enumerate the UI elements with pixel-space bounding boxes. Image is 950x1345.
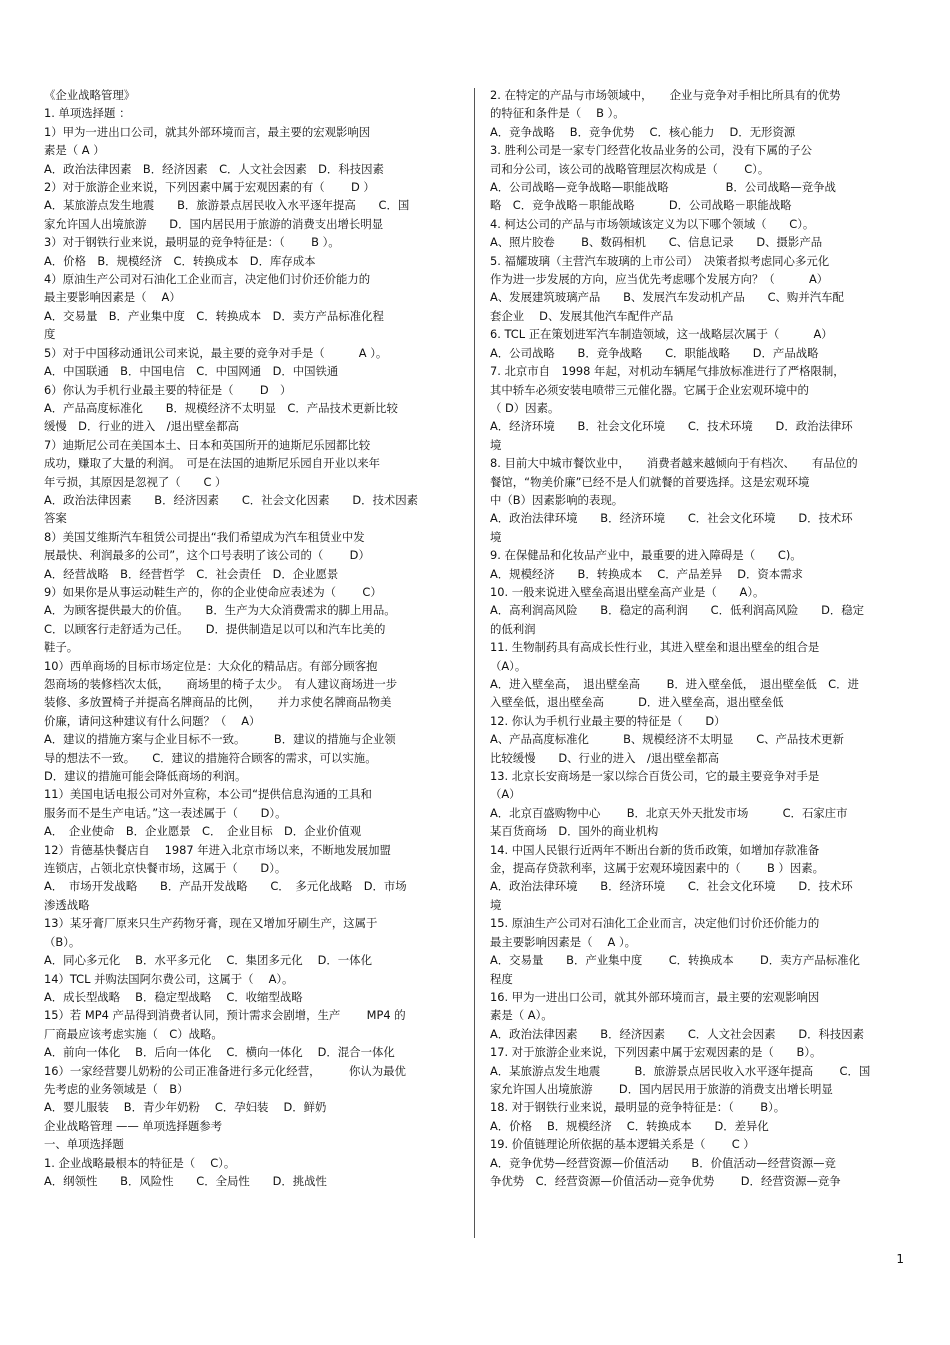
text-line: 境 — [490, 529, 502, 544]
text-line: 缓慢 D．行业的进入 /退出壁垒都高 — [44, 419, 239, 434]
text-line: A．进入壁垒高， 退出壁垒高 B．进入壁垒低， 退出壁垒低 C．进 — [490, 677, 859, 691]
text-line: （B）。 — [44, 934, 81, 949]
text-line: 境 — [490, 897, 502, 912]
text-line: A．规模经济 B．转换成本 C．产品差异 D．资本需求 — [490, 566, 803, 581]
text-line: 17. 对于旅游企业来说，下列因素中属于宏观因素的是（ B）。 — [490, 1045, 822, 1060]
text-line: 连锁店，占领北京快餐市场，这属于（ D）。 — [44, 861, 287, 876]
text-line: 10. 一般来说进入壁垒高退出壁垒高产业是（ A）。 — [490, 584, 765, 599]
text-line: A．价格 B．规模经济 C．转换成本 D．库存成本 — [44, 253, 316, 268]
text-line: 3）对于钢铁行业来说，最明显的竞争特征是：（ B ）。 — [44, 235, 340, 250]
text-line: 境 — [490, 437, 502, 452]
text-line: （ D）因素。 — [490, 400, 560, 415]
text-line: 9）如果你是从事运动鞋生产的，你的企业使命应表述为（ C） — [44, 584, 382, 599]
text-line: 比较缓慢 D、行业的进入 /退出壁垒都高 — [490, 750, 720, 765]
text-line: A．纲领性 B．风险性 C．全局性 D．挑战性 — [44, 1173, 327, 1188]
text-line: 16）一家经营婴儿奶粉的公司正准备进行多元化经营， 你认为最优 — [44, 1063, 406, 1078]
text-line: 作为进一步发展的方向，应当优先考虑哪个发展方向？（ A） — [490, 272, 829, 287]
column-divider — [474, 88, 475, 1238]
text-line: 12. 你认为手机行业最主要的特征是（ D） — [490, 713, 726, 728]
text-line: 素是（ A）。 — [490, 1008, 553, 1023]
text-line: 展最快、利润最多的公司”，这个口号表明了该公司的（ D） — [44, 548, 370, 563]
text-line: 19. 价值链理论所依据的基本逻辑关系是（ C ） — [490, 1137, 755, 1152]
text-line: A．同心多元化 B．水平多元化 C．集团多元化 D．一体化 — [44, 953, 372, 968]
right-column — [490, 86, 906, 1190]
text-line: 最主要影响因素是（ A ）。 — [490, 934, 637, 949]
text-line: 4）原油生产公司对石油化工企业而言，决定他们讨价还价能力的 — [44, 272, 371, 287]
text-line: 7. 北京市自 1998 年起，对机动车辆尾气排放标准进行了严格限制， — [490, 364, 845, 379]
text-line: 《企业战略管理》 — [44, 88, 136, 102]
text-line: C．以顾客行走舒适为己任。 D．提供制造足以可以和汽车比美的 — [44, 621, 386, 636]
text-line: 成功，赚取了大量的利润。 可是在法国的迪斯尼乐园自开业以来年 — [44, 456, 381, 471]
text-line: 14. 中国人民银行近两年不断出台新的货币政策，如增加存款准备 — [490, 842, 820, 857]
text-line: 企业战略管理 —— 单项选择题参考 — [44, 1118, 223, 1133]
text-line: 答案 — [44, 511, 67, 526]
text-line: 8）美国艾维斯汽车租赁公司提出“我们希望成为汽车租赁业中发 — [44, 529, 365, 544]
text-line: A．价格 B．规模经济 C．转换成本 D．差异化 — [490, 1118, 769, 1133]
text-line: A．交易量 B．产业集中度 C．转换成本 D．卖方产品标准化 — [490, 953, 860, 968]
text-line: 素是（ A ） — [44, 143, 105, 158]
text-line: 服务而不是生产电话。”这一表述属于（ D）。 — [44, 805, 287, 820]
text-line: 其中轿车必须安装电喷带三元催化器。它属于企业宏观环境中的 — [490, 382, 809, 397]
text-line: A．建议的措施方案与企业目标不一致。 B．建议的措施与企业领 — [44, 732, 396, 747]
text-line: 年亏损，其原因是忽视了（ C ） — [44, 474, 227, 489]
text-line: A．成长型战略 B．稳定型战略 C．收缩型战略 — [44, 989, 303, 1004]
text-line: D．建议的措施可能会降低商场的利润。 — [44, 769, 247, 784]
text-line: A．经营战略 B．经营哲学 C．社会责任 D．企业愿景 — [44, 566, 339, 581]
text-line: 度 — [44, 327, 56, 342]
text-line: A．经济环境 B．社会文化环境 C．技术环境 D．政治法律环 — [490, 419, 853, 434]
text-line: A．某旅游点发生地震 B．旅游景点居民收入水平逐年提高 C．国 — [490, 1063, 871, 1078]
text-line: A．政治法律因素 B．经济因素 C．人文社会因素 D．科技因素 — [490, 1026, 865, 1041]
text-line: 8. 目前大中城市餐饮业中， 消费者越来越倾向于有档次、 有品位的 — [490, 456, 858, 471]
text-line: 1）甲为一进出口公司，就其外部环境而言，最主要的宏观影响因 — [44, 124, 371, 139]
text-line: 略 C．竞争战略－职能战略 D．公司战略－职能战略 — [490, 198, 792, 213]
text-line: A．政治法律因素 B．经济因素 C．社会文化因素 D．技术因素 — [44, 492, 419, 507]
text-line: 中（B）因素影响的表现。 — [490, 492, 624, 507]
text-line: A．某旅游点发生地震 B．旅游景点居民收入水平逐年提高 C．国 — [44, 198, 410, 213]
text-line: 导的想法不一致。 C．建议的措施符合顾客的需求，可以实施。 — [44, 750, 377, 765]
text-line: 厂商最应该考虑实施（ C）战略。 — [44, 1026, 223, 1041]
text-line: A．婴儿服装 B．青少年奶粉 C．孕妇装 D．鲜奶 — [44, 1100, 327, 1115]
text-line: 最主要影响因素是（ A） — [44, 290, 181, 305]
text-line: A、照片胶卷 B、数码相机 C、信息记录 D、摄影产品 — [490, 235, 823, 250]
text-line: 先考虑的业务领域是（ B） — [44, 1081, 189, 1096]
text-line: 怨商场的装修档次太低， 商场里的椅子太少。 有人建议商场进一步 — [44, 677, 398, 691]
text-line: 的特征和条件是（ B ）。 — [490, 106, 625, 121]
text-line: 渗透战略 — [44, 897, 90, 912]
text-line: 2）对于旅游企业来说，下列因素中属于宏观因素的有（ D ） — [44, 180, 375, 195]
text-line: 10）西单商场的目标市场定位是：大众化的精品店。有部分顾客抱 — [44, 658, 378, 673]
text-line: 15. 原油生产公司对石油化工企业而言，决定他们讨价还价能力的 — [490, 916, 820, 931]
text-line: （A）。 — [490, 658, 527, 673]
text-line: 套企业 D、发展其他汽车配件产品 — [490, 308, 674, 323]
text-line: 入壁垒低，退出壁垒高 D．进入壁垒高，退出壁垒低 — [490, 695, 784, 710]
text-line: A．政治法律环境 B．经济环境 C．社会文化环境 D．技术环 — [490, 879, 853, 894]
text-line: 18. 对于钢铁行业来说，最明显的竞争特征是：（ B）。 — [490, 1100, 786, 1115]
text-line: 3. 胜利公司是一家专门经营化妆品业务的公司，没有下属的子公 — [490, 143, 813, 158]
text-line: 15）若 MP4 产品得到消费者认同，预计需求会剧增，生产 MP4 的 — [44, 1008, 406, 1023]
text-line: 一、单项选择题 — [44, 1137, 124, 1152]
text-line: 9. 在保健品和化妆品产业中，最重要的进入障碍是（ C)。 — [490, 548, 802, 563]
text-line: A．北京百盛购物中心 B．北京天外天批发市场 C．石家庄市 — [490, 805, 848, 820]
text-line: 装修、多放置椅子并提高名牌商品的比例， 并力求使名牌商品物美 — [44, 695, 392, 710]
text-line: 争优势 C．经营资源—价值活动—竞争优势 D．经营资源—竞争 — [490, 1173, 841, 1188]
text-line: 1. 单项选择题 ： — [44, 106, 131, 121]
text-line: A．公司战略 B．竞争战略 C．职能战略 D．产品战略 — [490, 345, 819, 360]
text-line: 7）迪斯尼公司在美国本土、日本和英国所开的迪斯尼乐园都比较 — [44, 437, 371, 452]
text-line: 13）某牙膏厂原来只生产药物牙膏，现在又增加牙刷生产，这属于 — [44, 916, 378, 931]
text-line: 11）美国电话电报公司对外宣称，本公司“提供信息沟通的工具和 — [44, 787, 372, 802]
text-line: A．公司战略—竞争战略—职能战略 B．公司战略—竞争战 — [490, 180, 836, 195]
text-line: 12）肯德基快餐店自 1987 年进入北京市场以来，不断地发展加盟 — [44, 842, 391, 857]
text-line: 14）TCL 并购法国阿尔费公司，这属于（ A）。 — [44, 971, 294, 986]
text-line: 1. 企业战略最根本的特征是（ C）。 — [44, 1155, 236, 1170]
text-line: 某百货商场 D．国外的商业机构 — [490, 824, 659, 839]
text-line: 6. TCL 正在策划进军汽车制造领域，这一战略层次属于（ A） — [490, 327, 833, 342]
text-line: A．高利润高风险 B．稳定的高利润 C．低利润高风险 D．稳定 — [490, 603, 865, 618]
text-line: 4. 柯达公司的产品与市场领域该定义为以下哪个领域（ C）。 — [490, 216, 815, 231]
text-line: 司和分公司，该公司的战略管理层次构成是（ C）。 — [490, 161, 770, 176]
text-line: （A） — [490, 787, 521, 802]
text-line: 5. 福耀玻璃（主营汽车玻璃的上市公司） 决策者拟考虑同心多元化 — [490, 253, 830, 268]
text-line: 6）你认为手机行业最主要的特征是（ D ） — [44, 382, 292, 397]
text-line: 餐馆，“物美价廉”已经不是人们就餐的首要选择。这是宏观环境 — [490, 474, 810, 489]
page-number: 1 — [896, 1252, 904, 1266]
text-line: A．政治法律因素 B．经济因素 C．人文社会因素 D．科技因素 — [44, 161, 384, 176]
text-line: A．政治法律环境 B．经济环境 C．社会文化环境 D．技术环 — [490, 511, 853, 526]
text-line: A．中国联通 B．中国电信 C．中国网通 D．中国铁通 — [44, 364, 339, 379]
text-line: 金，提高存贷款利率，这属于宏观环境因素中的（ B ）因素。 — [490, 861, 824, 876]
text-line: A、发展建筑玻璃产品 B、发展汽车发动机产品 C、购并汽车配 — [490, 290, 844, 305]
text-line: A．竞争战略 B．竞争优势 C．核心能力 D．无形资源 — [490, 124, 796, 139]
text-line: 价廉，请问这种建议有什么问题？（ A） — [44, 713, 261, 728]
text-line: A．前向一体化 B．后向一体化 C．横向一体化 D．混合一体化 — [44, 1045, 395, 1060]
text-line: A． 企业使命 B．企业愿景 C． 企业目标 D．企业价值观 — [44, 824, 362, 839]
text-line: A．为顾客提供最大的价值。 B．生产为大众消费需求的脚上用品。 — [44, 603, 396, 618]
text-line: A．产品高度标准化 B．规模经济不太明显 C．产品技术更新比较 — [44, 400, 398, 415]
text-line: 家允许国人出境旅游 D．国内居民用于旅游的消费支出增长明显 — [44, 216, 384, 231]
text-line: A．竞争优势—经营资源—价值活动 B．价值活动—经营资源—竞 — [490, 1155, 836, 1170]
text-line: A、产品高度标准化 B、规模经济不太明显 C、产品技术更新 — [490, 732, 844, 747]
text-line: 的低利润 — [490, 621, 536, 636]
text-line: 11. 生物制药具有高成长性行业，其进入壁垒和退出壁垒的组合是 — [490, 640, 820, 655]
text-line: 16. 甲为一进出口公司，就其外部环境而言，最主要的宏观影响因 — [490, 989, 820, 1004]
text-line: 2. 在特定的产品与市场领域中， 企业与竞争对手相比所具有的优势 — [490, 88, 841, 102]
text-line: 5）对于中国移动通讯公司来说，最主要的竞争对手是（ A ）。 — [44, 345, 388, 360]
text-line: 家允许国人出境旅游 D．国内居民用于旅游的消费支出增长明显 — [490, 1081, 833, 1096]
text-line: 程度 — [490, 971, 513, 986]
text-line: 13. 北京长安商场是一家以综合百货公司，它的最主要竞争对手是 — [490, 769, 820, 784]
text-line: A． 市场开发战略 B．产品开发战略 C． 多元化战略 D．市场 — [44, 879, 407, 894]
left-column — [44, 86, 456, 1190]
text-line: 鞋子。 — [44, 640, 79, 655]
text-line: A．交易量 B．产业集中度 C．转换成本 D．卖方产品标准化程 — [44, 308, 384, 323]
